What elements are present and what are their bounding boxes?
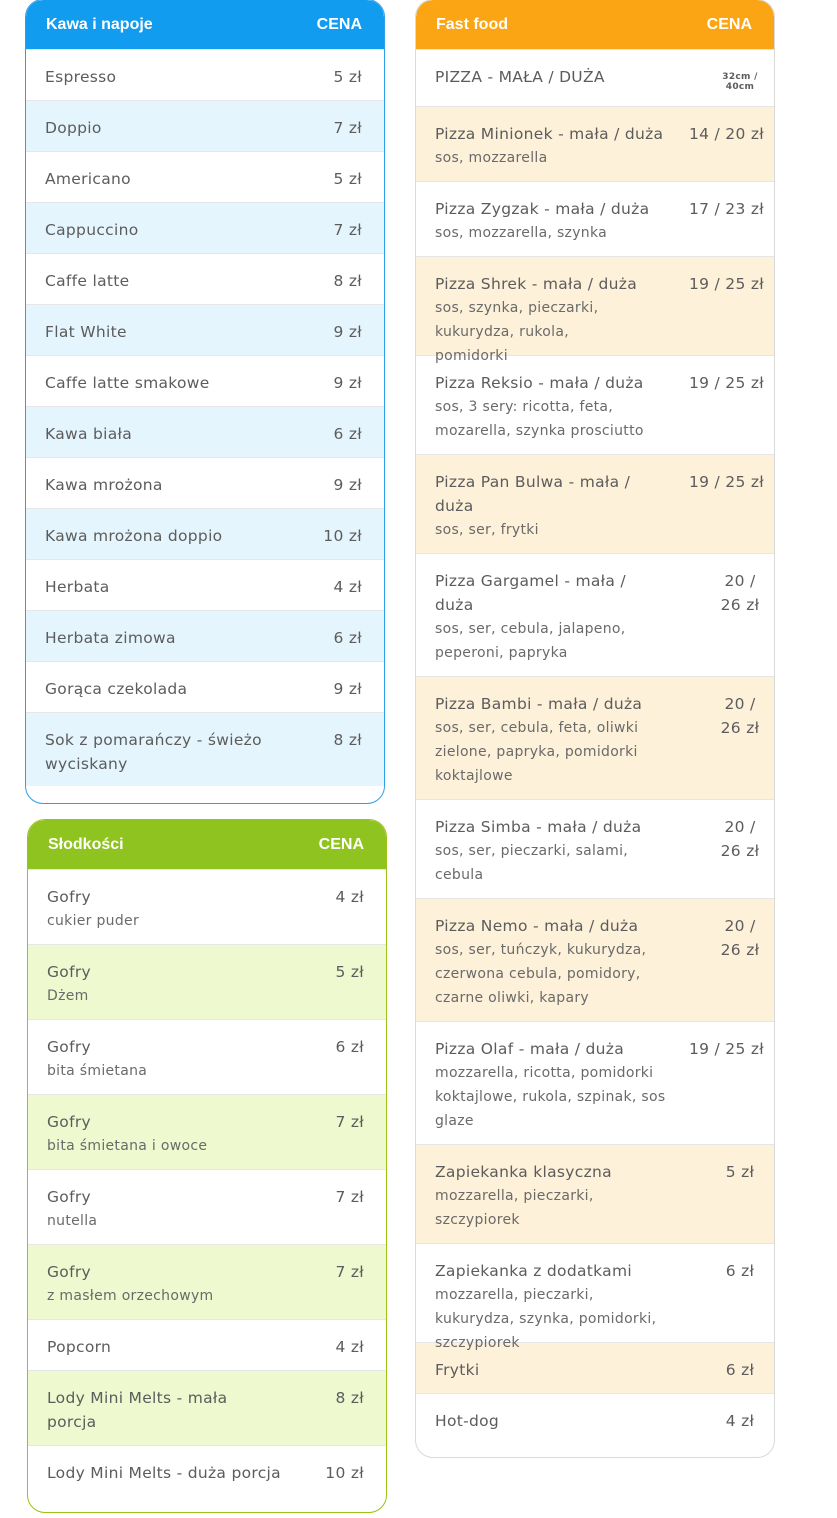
item-price: 17 / 23 zł	[689, 200, 764, 218]
item-price: 6 zł	[335, 1038, 364, 1056]
item-name: Gofry	[47, 1113, 91, 1131]
sweets-price-header: CENA	[318, 835, 364, 853]
item-name: Zapiekanka klasyczna	[435, 1163, 612, 1181]
item-name: Pizza Nemo - mała / duża	[435, 917, 639, 935]
item-price: 19 / 25 zł	[689, 275, 764, 293]
item-price: 6 zł	[333, 629, 362, 647]
item-desc: sos, 3 sery: ricotta, feta, mozarella, szynka prosciutto	[435, 399, 644, 439]
item-name: Pizza Bambi - mała / duża	[435, 695, 643, 713]
item-price: 20 / 26 zł	[720, 917, 760, 959]
item-name: PIZZA - MAŁA / DUŻA	[435, 68, 605, 86]
item-price: 6 zł	[725, 1262, 755, 1280]
item-price: 20 / 26 zł	[720, 695, 760, 737]
item-name: Caffe latte	[45, 272, 130, 290]
menu-row	[28, 1094, 386, 1169]
item-price: 7 zł	[335, 1113, 364, 1131]
coffee-menu-card	[25, 0, 385, 804]
item-price: 20 / 26 zł	[720, 818, 760, 860]
item-desc: sos, ser, cebula, jalapeno, peperoni, papryka	[435, 621, 626, 661]
fastfood-price-header: CENA	[706, 15, 752, 33]
item-name: Espresso	[45, 68, 117, 86]
menu-row	[26, 508, 384, 559]
item-name: Americano	[45, 170, 131, 188]
menu-row	[26, 49, 384, 100]
fastfood-list	[416, 49, 774, 1444]
item-price: 9 zł	[333, 476, 362, 494]
item-name: Hot-dog	[435, 1412, 500, 1430]
item-price: 9 zł	[333, 323, 362, 341]
item-price: 6 zł	[333, 425, 362, 443]
item-name: Gofry	[47, 1188, 91, 1206]
item-name: Sok z pomarańczy - świeżo wyciskany	[45, 731, 262, 773]
item-desc: sos, mozzarella	[435, 150, 548, 166]
item-name: Pizza Gargamel - mała / duża	[435, 572, 626, 614]
item-name: Pizza Reksio - mała / duża	[435, 374, 644, 392]
menu-row	[26, 304, 384, 355]
item-name: Frytki	[435, 1361, 480, 1379]
menu-row	[26, 457, 384, 508]
item-name: Popcorn	[47, 1338, 112, 1356]
coffee-title: Kawa i napoje	[46, 15, 153, 33]
menu-row	[416, 676, 774, 799]
item-name: Herbata zimowa	[45, 629, 176, 647]
menu-row	[28, 1244, 386, 1319]
item-price: 7 zł	[333, 221, 362, 239]
item-price: 8 zł	[335, 1389, 364, 1407]
menu-row	[416, 1393, 774, 1444]
item-price: 5 zł	[335, 963, 364, 981]
menu-row	[416, 256, 774, 364]
coffee-price-header: CENA	[316, 15, 362, 33]
item-desc: nutella	[47, 1213, 98, 1229]
menu-row	[416, 1243, 774, 1351]
item-desc: Dżem	[47, 988, 89, 1004]
item-name: Pizza Olaf - mała / duża	[435, 1040, 624, 1058]
menu-row	[28, 1169, 386, 1244]
menu-row	[26, 610, 384, 661]
menu-row	[416, 898, 774, 1021]
menu-row	[28, 1445, 386, 1513]
item-price: 19 / 25 zł	[689, 374, 764, 392]
menu-row	[26, 355, 384, 406]
item-desc: mozzarella, pieczarki, kukurydza, szynka, pomidorki, szczypiorek	[435, 1287, 657, 1351]
item-name: Flat White	[45, 323, 127, 341]
item-desc: sos, ser, cebula, feta, oliwki zielone, papryka, pomidorki koktajlowe	[435, 720, 639, 784]
menu-row	[26, 151, 384, 202]
item-price: 7 zł	[333, 119, 362, 137]
item-name: Kawa mrożona	[45, 476, 163, 494]
item-desc: mozzarella, ricotta, pomidorki koktajlowe, rukola, szpinak, sos glaze	[435, 1065, 666, 1129]
item-price: 19 / 25 zł	[689, 1040, 764, 1058]
item-price: 9 zł	[333, 374, 362, 392]
item-name: Pizza Simba - mała / duża	[435, 818, 642, 836]
item-name: Pizza Shrek - mała / duża	[435, 275, 638, 293]
coffee-header	[26, 0, 384, 49]
item-name: Lody Mini Melts - duża porcja	[47, 1464, 281, 1482]
item-price: 10 zł	[323, 527, 362, 545]
item-price: 8 zł	[333, 272, 362, 290]
fastfood-menu-card	[415, 0, 775, 1458]
item-price: 4 zł	[335, 888, 364, 906]
sweets-title: Słodkości	[48, 835, 124, 853]
item-price: 4 zł	[335, 1338, 364, 1356]
menu-row	[28, 944, 386, 1019]
item-name: Kawa biała	[45, 425, 133, 443]
item-name: Kawa mrożona doppio	[45, 527, 223, 545]
item-name: Zapiekanka z dodatkami	[435, 1262, 632, 1280]
menu-row	[416, 799, 774, 898]
menu-row	[28, 1019, 386, 1094]
menu-row	[26, 661, 384, 712]
coffee-list	[26, 49, 384, 786]
menu-row	[26, 253, 384, 304]
menu-row	[416, 49, 774, 106]
item-name: Doppio	[45, 119, 102, 137]
item-desc: sos, mozzarella, szynka	[435, 225, 607, 241]
item-price: 5 zł	[333, 68, 362, 86]
fastfood-title: Fast food	[436, 15, 508, 33]
item-price: 19 / 25 zł	[689, 473, 764, 491]
item-name: Pizza Minionek - mała / duża	[435, 125, 664, 143]
item-name: Lody Mini Melts - mała porcja	[47, 1389, 228, 1431]
item-desc: sos, ser, frytki	[435, 522, 539, 538]
item-name: Cappuccino	[45, 221, 139, 239]
sweets-header	[28, 820, 386, 869]
menu-row	[416, 1021, 774, 1144]
item-name: Herbata	[45, 578, 110, 596]
item-price: 5 zł	[333, 170, 362, 188]
menu-row	[28, 869, 386, 944]
item-name: Gofry	[47, 888, 91, 906]
item-name: Gofry	[47, 1038, 91, 1056]
item-desc: sos, ser, pieczarki, salami, cebula	[435, 843, 629, 883]
item-name: Pizza Pan Bulwa - mała / duża	[435, 473, 631, 515]
item-desc: sos, ser, tuńczyk, kukurydza, czerwona cebula, pomidory, czarne oliwki, kapary	[435, 942, 647, 1006]
menu-row	[26, 712, 384, 786]
item-price: 10 zł	[325, 1464, 364, 1482]
item-price: 8 zł	[333, 731, 362, 749]
item-desc: bita śmietana	[47, 1063, 148, 1079]
menu-row	[416, 106, 774, 181]
fastfood-header	[416, 0, 774, 49]
item-desc: bita śmietana i owoce	[47, 1138, 208, 1154]
item-name: Gofry	[47, 963, 91, 981]
item-price: 32cm / 40cm	[722, 72, 758, 92]
item-name: Pizza Zygzak - mała / duża	[435, 200, 650, 218]
item-price: 6 zł	[725, 1361, 755, 1379]
menu-row	[416, 355, 774, 454]
menu-row	[28, 1370, 386, 1445]
menu-row	[416, 553, 774, 676]
item-desc: mozzarella, pieczarki, szczypiorek	[435, 1188, 594, 1228]
item-name: Gorąca czekolada	[45, 680, 188, 698]
item-price: 4 zł	[725, 1412, 755, 1430]
menu-row	[416, 181, 774, 256]
menu-row	[416, 1144, 774, 1243]
item-price: 5 zł	[725, 1163, 755, 1181]
item-price: 20 / 26 zł	[720, 572, 760, 614]
item-desc: cukier puder	[47, 913, 140, 929]
sweets-menu-card	[27, 819, 387, 1513]
item-desc: sos, szynka, pieczarki, kukurydza, rukola, pomidorki	[435, 300, 599, 364]
item-name: Gofry	[47, 1263, 91, 1281]
menu-row	[416, 454, 774, 553]
item-name: Caffe latte smakowe	[45, 374, 210, 392]
item-price: 4 zł	[333, 578, 362, 596]
menu-row	[26, 559, 384, 610]
menu-row	[26, 406, 384, 457]
item-price: 9 zł	[333, 680, 362, 698]
menu-row	[26, 202, 384, 253]
menu-row	[26, 100, 384, 151]
item-desc: z masłem orzechowym	[47, 1288, 214, 1304]
item-price: 7 zł	[335, 1263, 364, 1281]
sweets-list	[28, 869, 386, 1513]
item-price: 7 zł	[335, 1188, 364, 1206]
item-price: 14 / 20 zł	[689, 125, 764, 143]
menu-row	[28, 1319, 386, 1370]
